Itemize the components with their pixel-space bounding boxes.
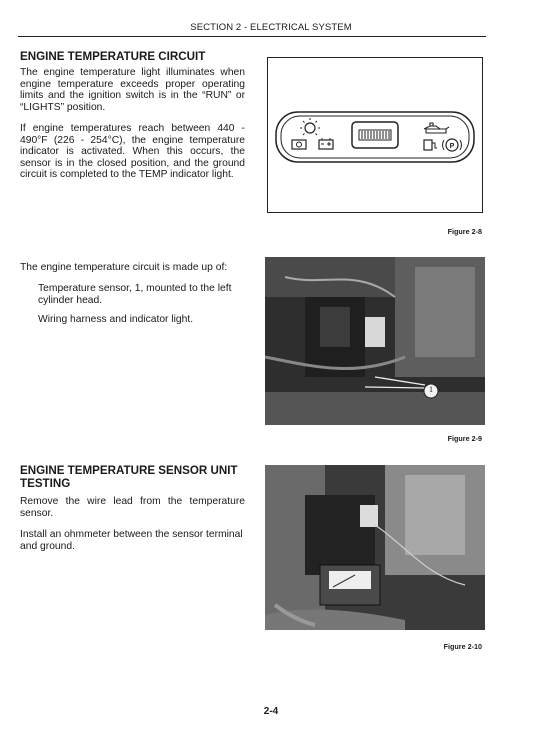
header-divider — [18, 36, 486, 37]
page-number: 2-4 — [263, 706, 279, 717]
section-heading-sensor-testing: ENGINE TEMPERATURE SENSOR UNIT TESTING — [20, 464, 238, 490]
figure-2-8-panel — [267, 57, 483, 213]
section-header: SECTION 2 - ELECTRICAL SYSTEM — [190, 22, 352, 33]
ohmmeter-test-photo — [265, 465, 485, 630]
parking-brake-icon — [443, 139, 462, 151]
fuel-icon — [424, 140, 437, 150]
list-item: Temperature sensor, 1, mounted to the left cylinder head. — [38, 283, 232, 306]
section-heading-temperature-circuit: ENGINE TEMPERATURE CIRCUIT — [20, 50, 206, 63]
temperature-indicator-icon — [300, 118, 320, 135]
oil-pressure-icon — [292, 140, 306, 149]
paragraph-install-ohmmeter: Install an ohmmeter between the sensor terminal and ground. — [20, 529, 243, 552]
hourmeter-display — [352, 122, 398, 148]
svg-text:P: P — [449, 143, 455, 150]
callout-label: 1 — [429, 385, 433, 394]
figure-2-9-caption: Figure 2-9 — [447, 434, 482, 443]
list-item: Wiring harness and indicator light. — [38, 314, 194, 325]
paragraph-circuit-intro: The engine temperature circuit is made up of: — [20, 262, 228, 273]
oil-can-icon — [424, 123, 449, 133]
figure-2-9-photo — [265, 257, 485, 425]
figure-2-10-caption: Figure 2-10 — [443, 642, 482, 651]
paragraph-temperature-light: The engine temperature light illuminates when engine temperature exceeds proper operating limits and the ignition switch is in the “RUN” or “LIGHTS” position. — [20, 67, 245, 113]
paragraph-temperature-range: If engine temperatures reach between 440 - 490°F (226 - 254°C), the engine temperature indicator is activated. When this occurs, the sensor is in the closed position, and the ground circuit is completed to the TEMP indicator light. — [20, 123, 245, 181]
engine-sensor-photo — [265, 257, 485, 425]
instrument-panel-illustration — [268, 58, 482, 212]
figure-2-8-caption: Figure 2-8 — [447, 227, 482, 236]
paragraph-remove-lead: Remove the wire lead from the temperature sensor. — [20, 496, 245, 519]
battery-icon — [319, 138, 333, 149]
figure-2-10-photo — [265, 465, 485, 630]
